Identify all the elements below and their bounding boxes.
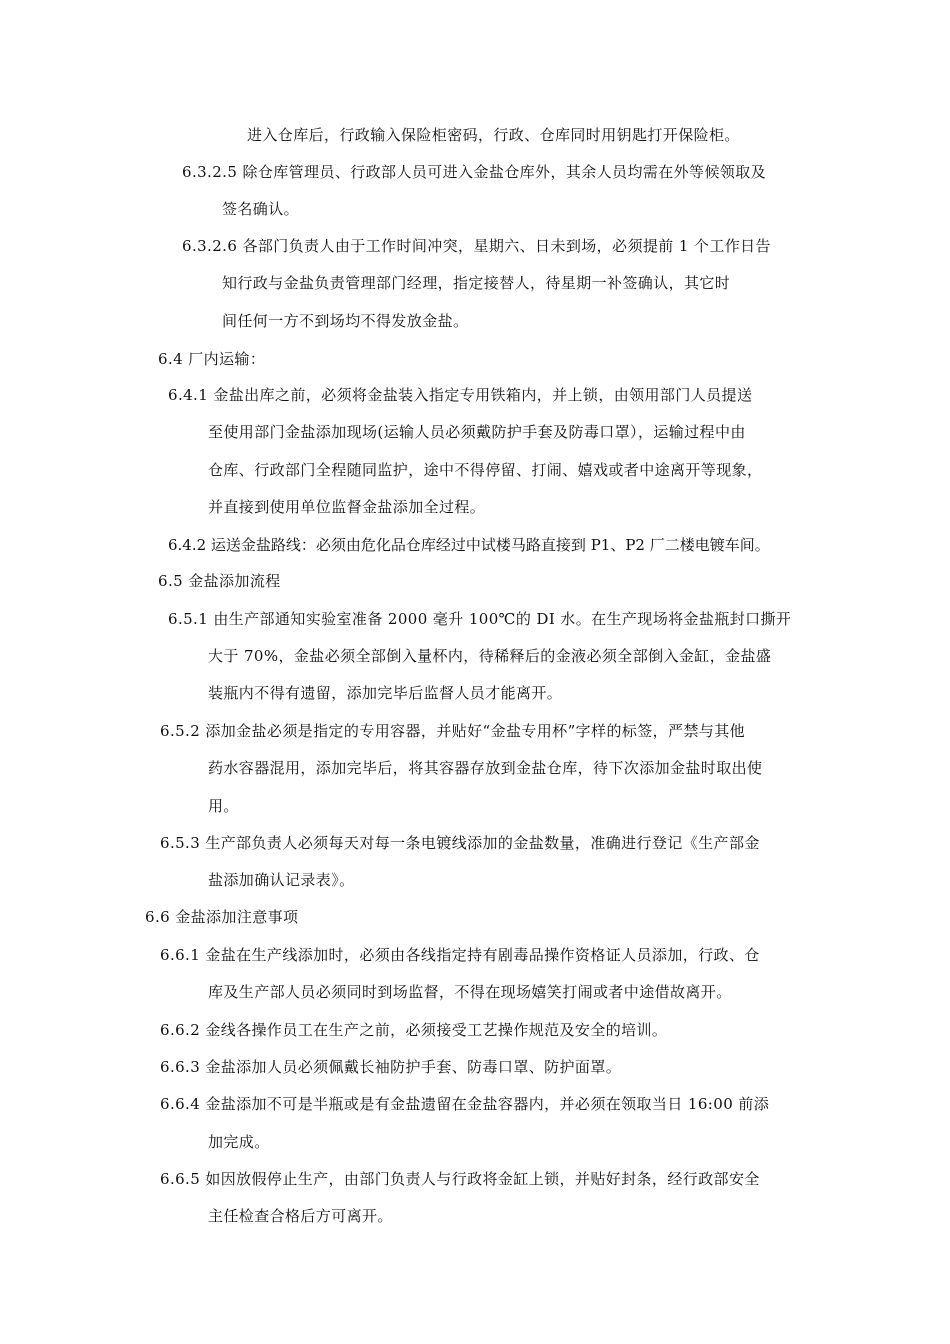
text-line: 盐添加确认记录表》。 [208, 871, 355, 889]
text-line: 6.3.2.6 各部门负责人由于工作时间冲突，星期六、日未到场，必须提前 1 个工作日告 [182, 237, 771, 255]
section-heading: 6.5 金盐添加流程 [158, 572, 281, 590]
text-line: 签名确认。 [222, 200, 300, 218]
text-line: 知行政与金盐负责管理部门经理，指定接替人，待星期一补签确认，其它时 [222, 274, 731, 292]
text-line: 间任何一方不到场均不得发放金盐。 [222, 312, 469, 330]
text-line: 进入仓库后，行政输入保险柜密码，行政、仓库同时用钥匙打开保险柜。 [247, 126, 740, 144]
text-line: 6.6.5 如因放假停止生产，由部门负责人与行政将金缸上锁，并贴好封条，经行政部安全 [160, 1170, 760, 1188]
text-line: 药水容器混用，添加完毕后，将其容器存放到金盐仓库，待下次添加金盐时取出使 [208, 759, 763, 777]
text-line: 主任检查合格后方可离开。 [208, 1207, 393, 1225]
text-line: 6.5.2 添加金盐必须是指定的专用容器，并贴好“金盐专用杯”字样的标签，严禁与其他 [160, 722, 746, 740]
section-heading: 6.4 厂内运输： [158, 350, 266, 368]
text-line: 大于 70%，金盐必须全部倒入量杯内，待稀释后的金液必须全部倒入金缸，金盐盛 [208, 647, 772, 665]
text-line: 6.6.4 金盐添加不可是半瓶或是有金盐遗留在金盐容器内，并必须在领取当日 16:00 前添 [160, 1095, 770, 1113]
text-line: 6.5.1 由生产部通知实验室准备 2000 毫升 100℃的 DI 水。在生产现场将金盐瓶封口撕开 [168, 610, 792, 628]
text-line: 装瓶内不得有遗留，添加完毕后监督人员才能离开。 [208, 684, 563, 702]
text-line: 6.6.2 金线各操作员工在生产之前，必须接受工艺操作规范及安全的培训。 [160, 1021, 668, 1039]
text-line: 仓库、行政部门全程随同监护，途中不得停留、打闹、嬉戏或者中途离开等现象， [208, 461, 763, 479]
text-line: 6.4.1 金盐出库之前，必须将金盐装入指定专用铁箱内，并上锁，由领用部门人员提送 [168, 386, 753, 404]
text-line: 6.6.3 金盐添加人员必须佩戴长袖防护手套、防毒口罩、防护面罩。 [160, 1058, 622, 1076]
text-line: 6.6.1 金盐在生产线添加时，必须由各线指定持有剧毒品操作资格证人员添加，行政、仓 [160, 946, 760, 964]
text-line: 加完成。 [208, 1133, 270, 1151]
text-line: 至使用部门金盐添加现场(运输人员必须戴防护手套及防毒口罩），运输过程中由 [208, 423, 746, 441]
text-line: 6.3.2.5 除仓库管理员、行政部人员可进入金盐仓库外，其余人员均需在外等候领取及 [182, 163, 767, 181]
text-line: 库及生产部人员必须同时到场监督，不得在现场嬉笑打闹或者中途借故离开。 [208, 983, 732, 1001]
text-line: 6.4.2 运送金盐路线：必须由危化品仓库经过中试楼马路直接到 P1、P2 厂二楼电镀车间。 [168, 536, 770, 554]
text-line: 并直接到使用单位监督金盐添加全过程。 [208, 498, 486, 516]
text-line: 6.5.3 生产部负责人必须每天对每一条电镀线添加的金盐数量，准确进行登记《生产部金 [160, 834, 760, 852]
section-heading: 6.6 金盐添加注意事项 [145, 908, 299, 926]
text-line: 用。 [208, 797, 239, 815]
